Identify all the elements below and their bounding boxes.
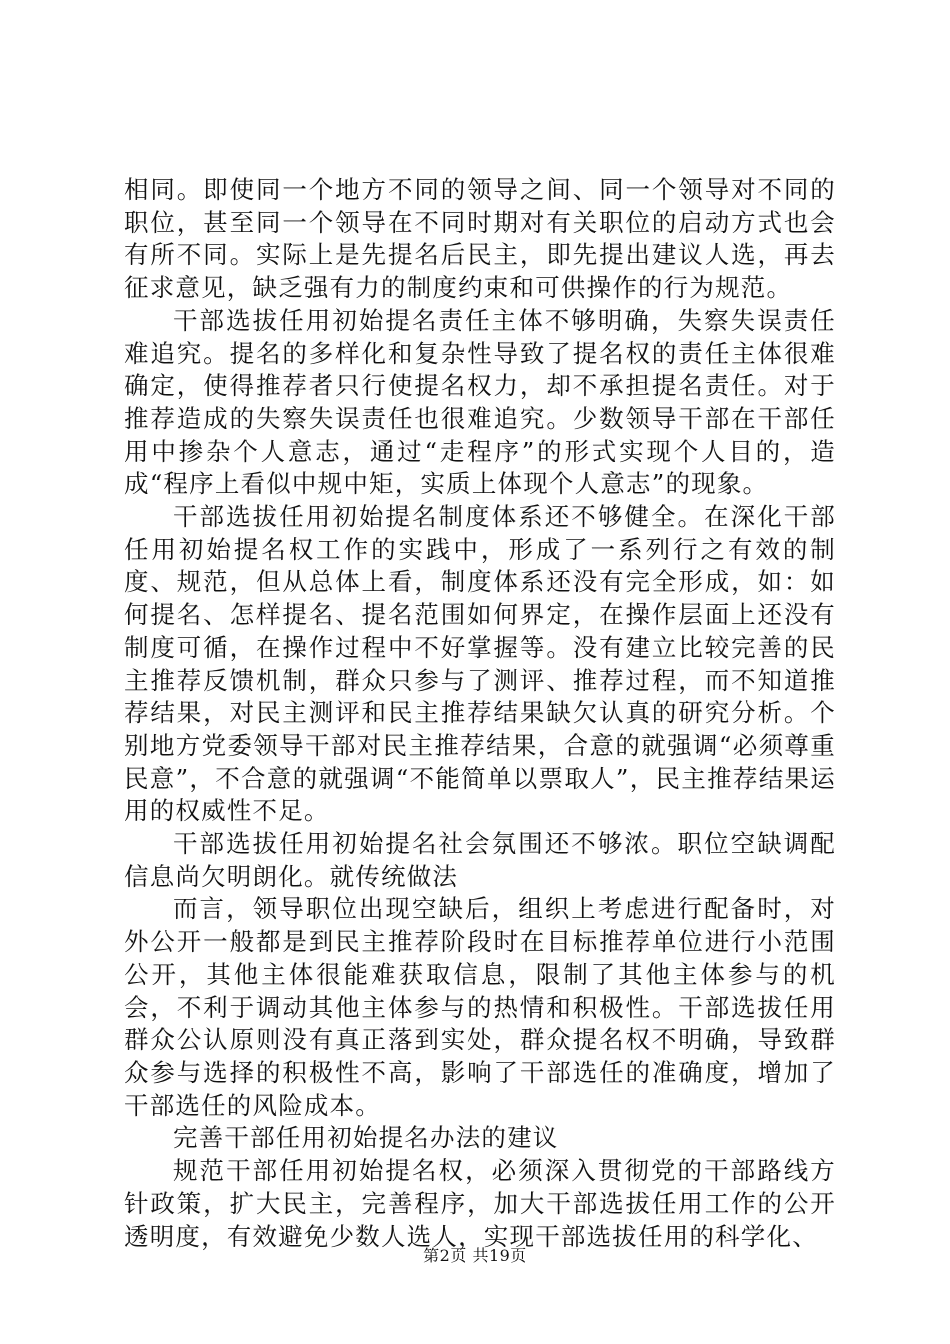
paragraph: 干部选拔任用初始提名责任主体不够明确，失察失误责任难追究。提名的多样化和复杂性导致了提名权的责任主体很难确定，使得推荐者只行使提名权力，却不承担提名责任。对于推荐造成的失察失误责任也很难追究。少数领导干部在干部任用中掺杂个人意志，通过“走程序”的形式实现个人目的，造成“程序上看似中规中矩，实质上体现个人意志”的现象。: [124, 305, 836, 499]
page-number-footer: 第2页 共19页: [423, 1246, 527, 1265]
section-heading: 完善干部任用初始提名办法的建议: [173, 1123, 559, 1153]
body-text: [124, 174, 836, 1253]
paragraph: 干部选拔任用初始提名社会氛围还不够浓。职位空缺调配信息尚欠明朗化。就传统做法: [124, 829, 836, 891]
paragraph: 而言，领导职位出现空缺后，组织上考虑进行配备时，对外公开一般都是到民主推荐阶段时在目标推荐单位进行小范围公开，其他主体很能难获取信息，限制了其他主体参与的机会，不利于调动其他主体参与的热情和积极性。干部选拔任用群众公认原则没有真正落到实处，群众提名权不明确，导致群众参与选择的积极性不高，影响了干部选任的准确度，增加了干部选任的风险成本。: [124, 894, 836, 1120]
paragraph: 规范干部任用初始提名权，必须深入贯彻党的干部路线方针政策，扩大民主，完善程序，加大干部选拔任用工作的公开透明度，有效避免少数人选人，实现干部选拔任用的科学化、: [124, 1156, 836, 1251]
paragraph: 相同。即使同一个地方不同的领导之间、同一个领导对不同的职位，甚至同一个领导在不同时期对有关职位的启动方式也会有所不同。实际上是先提名后民主，即先提出建议人选，再去征求意见，缺乏强有力的制度约束和可供操作的行为规范。: [124, 175, 836, 303]
paragraph: 干部选拔任用初始提名制度体系还不够健全。在深化干部任用初始提名权工作的实践中，形成了一系列行之有效的制度、规范，但从总体上看，制度体系还没有完全形成，如：如何提名、怎样提名、提名范围如何界定，在操作层面上还没有制度可循，在操作过程中不好掌握等。没有建立比较完善的民主推荐反馈机制，群众只参与了测评、推荐过程，而不知道推荐结果，对民主测评和民主推荐结果缺欠认真的研究分析。个别地方党委领导干部对民主推荐结果，合意的就强调“必须尊重民意”，不合意的就强调“不能简单以票取人”，民主推荐结果运用的权威性不足。: [124, 502, 836, 826]
